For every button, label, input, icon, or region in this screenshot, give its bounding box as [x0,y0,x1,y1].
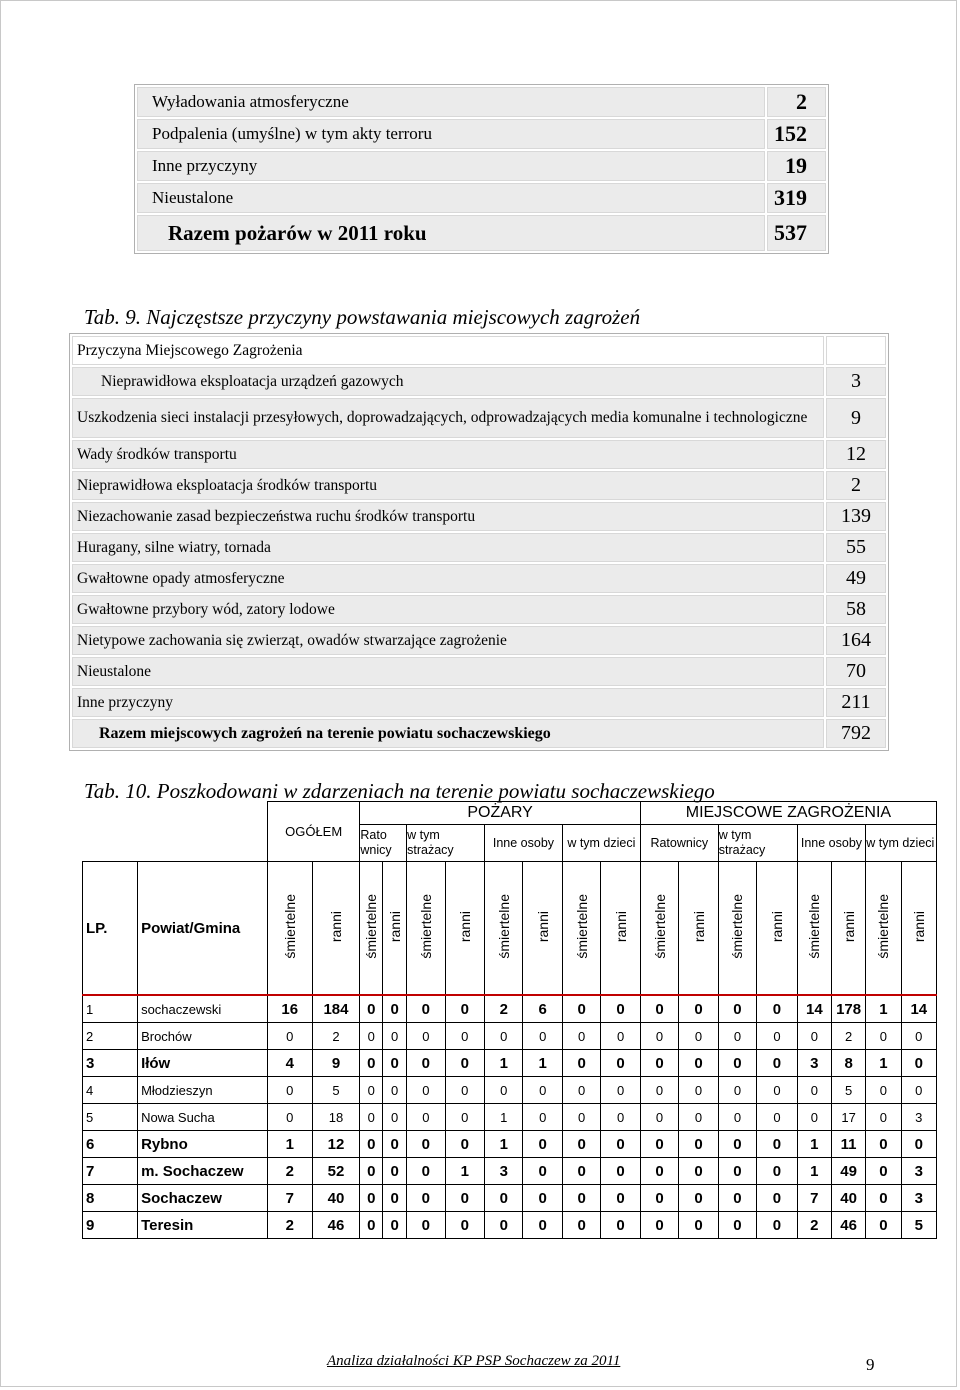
row-value: 0 [718,1185,756,1212]
hazard-value: 70 [826,657,886,686]
corner-empty [83,802,268,862]
row-value: 0 [640,1212,678,1239]
hazard-value: 9 [826,398,886,438]
hazard-value: 2 [826,471,886,500]
row-value: 0 [523,1131,562,1158]
row-value: 0 [523,1023,562,1050]
row-value: 0 [601,1077,640,1104]
row-value: 0 [757,1050,798,1077]
fire-cause-value: 152 [767,119,826,149]
hazard-total-value: 792 [826,719,886,748]
row-value: 3 [901,1185,936,1212]
lp-header: LP. [83,862,138,996]
row-value: 0 [718,1212,756,1239]
row-lp: 1 [83,995,138,1023]
row-value: 184 [312,995,360,1023]
row-value: 0 [407,1212,445,1239]
row-value: 0 [601,1050,640,1077]
row-value: 1 [485,1050,523,1077]
row-value: 0 [757,1077,798,1104]
row-value: 5 [312,1077,360,1104]
row-value: 0 [445,1023,484,1050]
row-value: 0 [718,1077,756,1104]
row-value: 0 [360,1131,383,1158]
row-value: 0 [445,1131,484,1158]
row-value: 0 [866,1131,901,1158]
row-lp: 2 [83,1023,138,1050]
smiertelne-header [866,862,901,996]
row-value: 0 [601,1185,640,1212]
row-value: 0 [679,1023,718,1050]
row-value: 0 [901,1077,936,1104]
row-value: 0 [360,1185,383,1212]
row-value: 0 [640,1023,678,1050]
row-value: 1 [866,995,901,1023]
row-value: 0 [757,1212,798,1239]
row-value: 0 [679,1185,718,1212]
ranni-label: ranni [534,910,551,943]
hazard-row [72,440,886,469]
row-value: 0 [562,1185,600,1212]
hazard-row [72,626,886,655]
row-value: 0 [562,1077,600,1104]
hazard-value: 12 [826,440,886,469]
row-value: 0 [523,1212,562,1239]
hazard-value: 55 [826,533,886,562]
row-value: 0 [383,995,407,1023]
row-value: 0 [360,1077,383,1104]
row-lp: 7 [83,1158,138,1185]
row-value: 3 [797,1050,831,1077]
row-value: 2 [485,995,523,1023]
row-value: 0 [640,1131,678,1158]
row-value: 2 [312,1023,360,1050]
hazard-label: Inne przyczyny [72,688,824,717]
hazard-label: Nieustalone [72,657,824,686]
ranni-label: ranni [612,910,629,943]
hazard-row [72,398,886,438]
row-lp: 6 [83,1131,138,1158]
ranni-label: ranni [910,910,927,943]
row-value: 0 [407,1104,445,1131]
hazard-label: Nieprawidłowa eksploatacja urządzeń gazowych [72,367,824,396]
smiertelne-header [267,862,312,996]
row-value: 0 [757,1185,798,1212]
row-value: 0 [407,1131,445,1158]
row-value: 0 [797,1077,831,1104]
sub-ratownicy-2: Ratownicy [640,825,718,862]
table-row [83,1158,937,1185]
row-value: 178 [831,995,865,1023]
local-hazards-table [69,333,889,751]
hazard-label: Huragany, silne wiatry, tornada [72,533,824,562]
fire-cause-label: Wyładowania atmosferyczne [137,87,765,117]
row-value: 0 [267,1023,312,1050]
row-value: 0 [407,1077,445,1104]
ranni-label: ranni [386,910,403,943]
ranni-header [383,862,407,996]
fire-cause-row [137,119,826,149]
row-value: 40 [312,1185,360,1212]
fire-causes-table [134,84,829,254]
row-name: Sochaczew [138,1185,268,1212]
row-value: 0 [523,1158,562,1185]
row-value: 1 [267,1131,312,1158]
row-value: 9 [312,1050,360,1077]
table9-header-empty [826,336,886,365]
sub-ratownicy-1: Rato wnicy [360,825,407,862]
row-value: 0 [562,1104,600,1131]
row-value: 0 [445,1104,484,1131]
ranni-header [601,862,640,996]
row-value: 0 [679,995,718,1023]
fire-cause-label: Podpalenia (umyślne) w tym akty terroru [137,119,765,149]
fire-total-value: 537 [767,215,826,251]
smiertelne-label: śmiertelne [495,894,512,959]
row-value: 0 [901,1023,936,1050]
row-value: 0 [679,1212,718,1239]
fire-cause-value: 2 [767,87,826,117]
hazard-label: Nieprawidłowa eksploatacja środków transportu [72,471,824,500]
row-value: 14 [797,995,831,1023]
row-value: 0 [757,1023,798,1050]
row-value: 11 [831,1131,865,1158]
smiertelne-label: śmiertelne [651,894,668,959]
smiertelne-header [485,862,523,996]
powiat-header: Powiat/Gmina [138,862,268,996]
ranni-header [901,862,936,996]
smiertelne-header [640,862,678,996]
row-value: 0 [562,1158,600,1185]
row-value: 1 [866,1050,901,1077]
hazard-value: 3 [826,367,886,396]
fire-cause-label: Inne przyczyny [137,151,765,181]
table-row [83,1212,937,1239]
row-name: m. Sochaczew [138,1158,268,1185]
row-value: 0 [866,1104,901,1131]
row-value: 0 [562,1050,600,1077]
row-name: Rybno [138,1131,268,1158]
row-value: 0 [485,1023,523,1050]
ranni-header [831,862,865,996]
row-value: 0 [718,1104,756,1131]
table-row [83,1104,937,1131]
row-value: 0 [757,995,798,1023]
hazard-row [72,471,886,500]
row-value: 0 [679,1158,718,1185]
row-value: 0 [407,1158,445,1185]
row-value: 7 [797,1185,831,1212]
ogolem-header: OGÓŁEM [267,802,359,862]
row-name: Nowa Sucha [138,1104,268,1131]
hazard-row [72,502,886,531]
row-value: 0 [523,1185,562,1212]
row-value: 0 [383,1077,407,1104]
smiertelne-header [407,862,445,996]
row-value: 0 [679,1050,718,1077]
row-value: 46 [312,1212,360,1239]
hazard-total-label: Razem miejscowych zagrożeń na terenie powiatu sochaczewskiego [72,719,824,748]
row-value: 1 [445,1158,484,1185]
row-value: 0 [679,1131,718,1158]
smiertelne-header [797,862,831,996]
fire-cause-value: 319 [767,183,826,213]
row-value: 0 [383,1104,407,1131]
ranni-header [523,862,562,996]
row-value: 0 [718,995,756,1023]
footer-text: Analiza działalności KP PSP Sochaczew za 2011 [327,1353,621,1369]
row-value: 3 [485,1158,523,1185]
smiertelne-header [562,862,600,996]
casualties-table [82,801,937,1239]
smiertelne-label: śmiertelne [573,894,590,959]
row-name: Iłów [138,1050,268,1077]
row-value: 0 [485,1077,523,1104]
row-value: 0 [407,1185,445,1212]
hazard-label: Gwałtowne opady atmosferyczne [72,564,824,593]
row-value: 5 [901,1212,936,1239]
row-value: 0 [601,1131,640,1158]
row-value: 0 [718,1050,756,1077]
row-value: 0 [383,1158,407,1185]
row-value: 0 [383,1212,407,1239]
table-row [83,1050,937,1077]
row-value: 0 [383,1050,407,1077]
hazard-value: 164 [826,626,886,655]
row-value: 0 [601,1158,640,1185]
row-value: 0 [360,1023,383,1050]
row-value: 1 [485,1131,523,1158]
hazard-row [72,595,886,624]
smiertelne-label: śmiertelne [729,894,746,959]
row-value: 2 [267,1158,312,1185]
row-value: 0 [445,1077,484,1104]
sub-dzieci-2: w tym dzieci [866,825,937,862]
row-name: sochaczewski [138,995,268,1023]
ranni-label: ranni [690,910,707,943]
row-lp: 4 [83,1077,138,1104]
fire-cause-label: Nieustalone [137,183,765,213]
row-value: 0 [360,1158,383,1185]
ranni-header [445,862,484,996]
row-value: 17 [831,1104,865,1131]
row-value: 0 [360,1050,383,1077]
row-value: 18 [312,1104,360,1131]
row-value: 0 [640,1185,678,1212]
row-value: 0 [601,1212,640,1239]
row-value: 0 [523,1104,562,1131]
row-value: 0 [267,1104,312,1131]
hazard-label: Gwałtowne przybory wód, zatory lodowe [72,595,824,624]
hazard-label: Wady środków transportu [72,440,824,469]
row-value: 7 [267,1185,312,1212]
fire-total-row [137,215,826,251]
row-value: 0 [866,1023,901,1050]
smiertelne-label: śmiertelne [363,894,380,959]
smiertelne-header [360,862,383,996]
row-value: 14 [901,995,936,1023]
smiertelne-label: śmiertelne [281,894,298,959]
row-value: 0 [797,1104,831,1131]
hazard-label: Nietypowe zachowania się zwierząt, owadów stwarzające zagrożenie [72,626,824,655]
hazard-row [72,688,886,717]
hazard-row [72,564,886,593]
fire-cause-row [137,183,826,213]
row-value: 0 [383,1023,407,1050]
row-value: 0 [901,1131,936,1158]
table9-header: Przyczyna Miejscowego Zagrożenia [72,336,824,365]
ranni-label: ranni [768,910,785,943]
row-value: 0 [562,1023,600,1050]
row-value: 2 [267,1212,312,1239]
table-row [83,995,937,1023]
row-value: 0 [679,1104,718,1131]
row-value: 0 [360,995,383,1023]
ranni-header [757,862,798,996]
hazard-row [72,657,886,686]
row-value: 0 [485,1185,523,1212]
row-value: 0 [866,1077,901,1104]
row-value: 0 [901,1050,936,1077]
row-value: 0 [445,1212,484,1239]
table10-caption: Tab. 10. Poszkodowani w zdarzeniach na terenie powiatu sochaczewskiego [84,779,715,803]
row-value: 3 [901,1104,936,1131]
fire-cause-row [137,87,826,117]
row-value: 12 [312,1131,360,1158]
row-value: 0 [601,1104,640,1131]
row-value: 6 [523,995,562,1023]
table-row [83,1023,937,1050]
row-value: 0 [640,995,678,1023]
smiertelne-label: śmiertelne [875,894,892,959]
row-value: 0 [445,995,484,1023]
row-value: 4 [267,1050,312,1077]
row-value: 0 [485,1212,523,1239]
hazard-value: 49 [826,564,886,593]
row-lp: 8 [83,1185,138,1212]
row-value: 0 [757,1131,798,1158]
row-value: 0 [407,1023,445,1050]
row-name: Teresin [138,1212,268,1239]
row-value: 49 [831,1158,865,1185]
hazard-total-row [72,719,886,748]
ranni-header [679,862,718,996]
sub-strazacy-1: w tym strażacy [407,825,485,862]
row-value: 0 [407,1050,445,1077]
row-value: 0 [407,995,445,1023]
row-value: 0 [797,1023,831,1050]
mz-header: MIEJSCOWE ZAGROŻENIA [640,802,936,825]
table-row [83,1131,937,1158]
row-value: 8 [831,1050,865,1077]
row-value: 0 [640,1104,678,1131]
row-lp: 9 [83,1212,138,1239]
row-value: 0 [383,1185,407,1212]
ranni-label: ranni [840,910,857,943]
ranni-label: ranni [456,910,473,943]
row-value: 0 [718,1023,756,1050]
row-value: 46 [831,1212,865,1239]
table9-caption: Tab. 9. Najczęstsze przyczyny powstawania miejscowych zagrożeń [84,305,641,329]
row-value: 0 [679,1077,718,1104]
row-value: 0 [601,995,640,1023]
smiertelne-header [718,862,756,996]
hazard-label: Niezachowanie zasad bezpieczeństwa ruchu środków transportu [72,502,824,531]
row-value: 0 [523,1077,562,1104]
row-value: 0 [267,1077,312,1104]
row-value: 0 [445,1050,484,1077]
ranni-label: ranni [327,910,344,943]
fire-cause-value: 19 [767,151,826,181]
sub-inne-1: Inne osoby [485,825,563,862]
row-value: 0 [360,1212,383,1239]
sub-strazacy-2: w tym strażacy [718,825,797,862]
hazard-label: Uszkodzenia sieci instalacji przesyłowych, doprowadzających, odprowadzających media komunalne i technologiczne [72,398,824,438]
row-lp: 5 [83,1104,138,1131]
hazard-row [72,367,886,396]
row-lp: 3 [83,1050,138,1077]
hazard-row [72,533,886,562]
row-value: 3 [901,1158,936,1185]
row-value: 0 [562,1212,600,1239]
row-value: 0 [640,1077,678,1104]
pozary-header: POŻARY [360,802,640,825]
row-value: 0 [383,1131,407,1158]
sub-dzieci-1: w tym dzieci [562,825,640,862]
row-value: 1 [485,1104,523,1131]
row-value: 52 [312,1158,360,1185]
row-value: 16 [267,995,312,1023]
page-number: 9 [866,1355,875,1374]
row-value: 1 [523,1050,562,1077]
row-value: 0 [866,1158,901,1185]
row-value: 0 [757,1104,798,1131]
row-value: 0 [640,1050,678,1077]
smiertelne-label: śmiertelne [417,894,434,959]
hazard-value: 211 [826,688,886,717]
row-value: 0 [445,1185,484,1212]
smiertelne-label: śmiertelne [806,894,823,959]
row-name: Młodzieszyn [138,1077,268,1104]
row-value: 0 [757,1158,798,1185]
row-value: 0 [718,1158,756,1185]
row-value: 0 [718,1131,756,1158]
hazard-value: 139 [826,502,886,531]
table-row [83,1185,937,1212]
row-value: 1 [797,1158,831,1185]
fire-total-label: Razem pożarów w 2011 roku [137,215,765,251]
row-value: 0 [601,1023,640,1050]
row-value: 0 [360,1104,383,1131]
sub-inne-2: Inne osoby [797,825,866,862]
row-value: 0 [562,1131,600,1158]
row-value: 0 [866,1185,901,1212]
row-value: 40 [831,1185,865,1212]
row-value: 1 [797,1131,831,1158]
row-name: Brochów [138,1023,268,1050]
fire-cause-row [137,151,826,181]
row-value: 2 [831,1023,865,1050]
row-value: 2 [797,1212,831,1239]
row-value: 5 [831,1077,865,1104]
ranni-header [312,862,360,996]
table-row [83,1077,937,1104]
row-value: 0 [640,1158,678,1185]
row-value: 0 [866,1212,901,1239]
row-value: 0 [562,995,600,1023]
hazard-value: 58 [826,595,886,624]
